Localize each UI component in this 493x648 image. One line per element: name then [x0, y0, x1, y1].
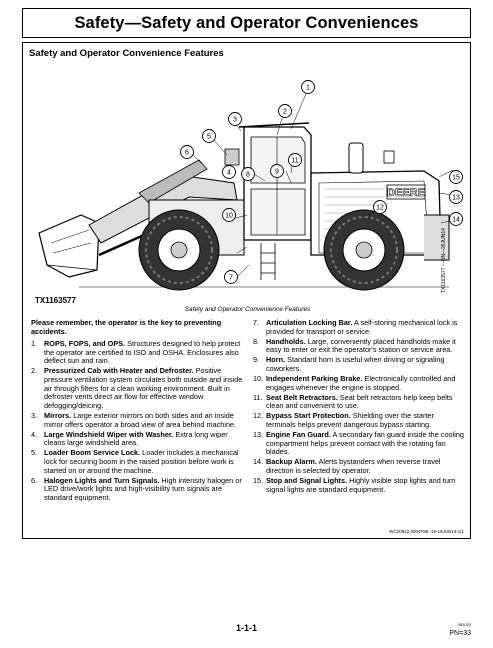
feature-item [253, 412, 465, 429]
callout-11 [289, 154, 302, 167]
feature-number: 10. [253, 374, 264, 384]
feature-title: Backup Alarm. [266, 457, 317, 467]
feature-body: Large exterior mirrors on both sides and an inside mirror offers operator a broad view of area behind machine. [44, 410, 237, 429]
feature-number: 2. [31, 366, 38, 376]
feature-item [253, 356, 465, 373]
svg-text:2: 2 [283, 108, 287, 116]
callout-8 [242, 168, 255, 181]
feature-body: Standard horn is useful when driving or signaling coworkers. [266, 355, 445, 373]
svg-text:7: 7 [229, 274, 233, 282]
feature-body: Electronically controlled and engages whenever the engine is stopped. [266, 374, 456, 392]
right-column [253, 319, 465, 496]
feature-text [266, 458, 465, 475]
feature-text [266, 431, 465, 457]
feature-number: 5. [31, 448, 38, 458]
page-number: 1-1-1 [235, 623, 257, 633]
feature-text [44, 449, 243, 475]
feature-title: ROPS, FOPS, and OPS. [44, 339, 126, 349]
svg-text:11: 11 [291, 157, 299, 165]
feature-title: Articulation Locking Bar. [266, 318, 353, 327]
feature-body: High intensity halogen or LED drive/work lights and high-visibility turn signals are standard equipment. [44, 475, 242, 502]
feature-number: 15. [253, 476, 264, 486]
feature-text [266, 338, 465, 355]
feature-number: 1. [31, 339, 38, 349]
feature-text [44, 477, 243, 503]
svg-text:8: 8 [246, 171, 250, 179]
feature-body: Seat belt retractors help keep belts clean and convenient to use. [266, 392, 453, 411]
feature-title: Loader Boom Service Lock. [44, 448, 141, 458]
feature-item [31, 412, 243, 429]
svg-text:9: 9 [275, 168, 279, 176]
svg-text:13: 13 [452, 194, 460, 202]
callout-4 [223, 166, 236, 179]
feature-item [253, 431, 465, 457]
feature-text [266, 375, 465, 392]
feature-body: A secondary fan guard inside the cooling compartment helps prevent contact with the rotating fan blades. [266, 430, 464, 457]
svg-text:14: 14 [452, 216, 460, 224]
feature-number: 14. [253, 457, 264, 467]
page-title: Safety—Safety and Operator Conveniences [74, 13, 419, 32]
footer-pn: PN=33 [449, 630, 471, 637]
feature-body: Positive pressure ventilation system circulates both outside and inside air through filters for a clean working environment. Built in defroster vents direct air flow for effective window defogging/deicing. [44, 366, 243, 410]
callout-9 [271, 165, 284, 178]
feature-body: Extra long wiper cleans large windshield area. [44, 429, 228, 448]
loader-illustration [29, 65, 466, 325]
feature-number: 8. [253, 336, 260, 346]
svg-text:15: 15 [452, 174, 460, 182]
feature-number: 4. [31, 429, 38, 439]
callout-13 [450, 191, 463, 204]
feature-number: 9. [253, 355, 260, 365]
callout-7 [225, 271, 238, 284]
feature-list-left [31, 340, 243, 502]
callout-3 [229, 113, 242, 126]
callout-12 [374, 201, 387, 214]
feature-title: Pressurized Cab with Heater and Defroster. [44, 366, 194, 376]
feature-text [266, 319, 465, 336]
feature-title: Stop and Signal Lights. [266, 476, 348, 486]
feature-item [31, 477, 243, 503]
feature-body: A self-storing mechanical lock is provided for transport or service. [266, 318, 458, 336]
svg-text:6: 6 [185, 149, 189, 157]
svg-text:5: 5 [207, 133, 211, 141]
page-title-bar [22, 8, 471, 38]
feature-body: Loader includes a mechanical lock for securing boom in the raised position before work is started on or around the machine. [44, 448, 239, 475]
feature-item [31, 431, 243, 448]
feature-body: Shielding over the starter terminals helps prevent dangerous bypass starting. [266, 411, 434, 430]
callout-1 [302, 81, 315, 94]
feature-title: Horn. [266, 355, 286, 365]
feature-title: Large Windshield Wiper with Washer. [44, 429, 174, 439]
feature-text [44, 412, 243, 429]
feature-item [31, 367, 243, 410]
feature-number: 13. [253, 430, 264, 440]
feature-title: Mirrors. [44, 410, 72, 420]
callout-14 [450, 213, 463, 226]
feature-body: Highly visible stop lights and turn signal lights are standard equipment. [266, 476, 456, 494]
feature-body: Structures designed to help protect the operator are certified to ISO and OSHA. Enclosures also deflect sun and rain. [44, 339, 241, 366]
feature-item [253, 375, 465, 392]
feature-title: Halogen Lights and Turn Signals. [44, 475, 160, 485]
feature-item [31, 340, 243, 366]
feature-item [253, 319, 465, 336]
feature-text [44, 340, 243, 366]
feature-title: Independent Parking Brake. [266, 374, 363, 384]
feature-number: 11. [253, 392, 263, 402]
feature-text [44, 367, 243, 410]
feature-number: 7. [253, 318, 260, 327]
callout-5 [203, 130, 216, 143]
feature-title: Seat Belt Retractors. [266, 392, 338, 402]
feature-item [253, 394, 465, 411]
feature-number: 6. [31, 475, 38, 485]
feature-item [253, 477, 465, 494]
callout-2 [279, 105, 292, 118]
left-column [31, 319, 243, 504]
figure-id: TX1163577 [35, 296, 76, 305]
content-box [22, 42, 471, 539]
feature-item [253, 338, 465, 355]
footer-code: 052020 [457, 622, 471, 627]
feature-title: Handholds. [266, 336, 306, 346]
feature-item [31, 449, 243, 475]
feature-title: Bypass Start Protection. [266, 411, 351, 421]
figure-caption: Safety and Operator Convenience Features [184, 306, 311, 313]
callout-15 [450, 171, 463, 184]
feature-body: Large, conveniently placed handholds make it easy to enter or exit the operator's station or service area. [266, 336, 456, 355]
callout-10 [223, 209, 236, 222]
intro-text: Please remember, the operator is the key to preventing accidents. [31, 318, 222, 336]
feature-text [44, 431, 243, 448]
feature-number: 12. [253, 411, 264, 421]
feature-text [266, 412, 465, 429]
svg-text:4: 4 [227, 169, 231, 177]
feature-text [266, 477, 465, 494]
svg-text:10: 10 [225, 212, 233, 220]
feature-text [266, 356, 465, 373]
svg-text:12: 12 [376, 204, 384, 212]
brand-text: DEERE [387, 187, 425, 199]
svg-text:1: 1 [306, 84, 310, 92]
feature-number: 3. [31, 410, 38, 420]
feature-body: Alerts bystanders when reverse travel direction is selected by operator. [266, 457, 441, 475]
figure-side-code: TX1163577 —UN—26JUN14 [441, 228, 447, 293]
feature-item [253, 458, 465, 475]
callout-6 [181, 146, 194, 159]
svg-text:3: 3 [233, 116, 237, 124]
feature-text [266, 394, 465, 411]
feature-list-right [253, 319, 465, 494]
feature-title: Engine Fan Guard. [266, 430, 331, 440]
section-title: Safety and Operator Convenience Features [29, 48, 224, 59]
document-reference: WC20922,0004F89 -19-19JUN14-1/1 [389, 529, 464, 534]
